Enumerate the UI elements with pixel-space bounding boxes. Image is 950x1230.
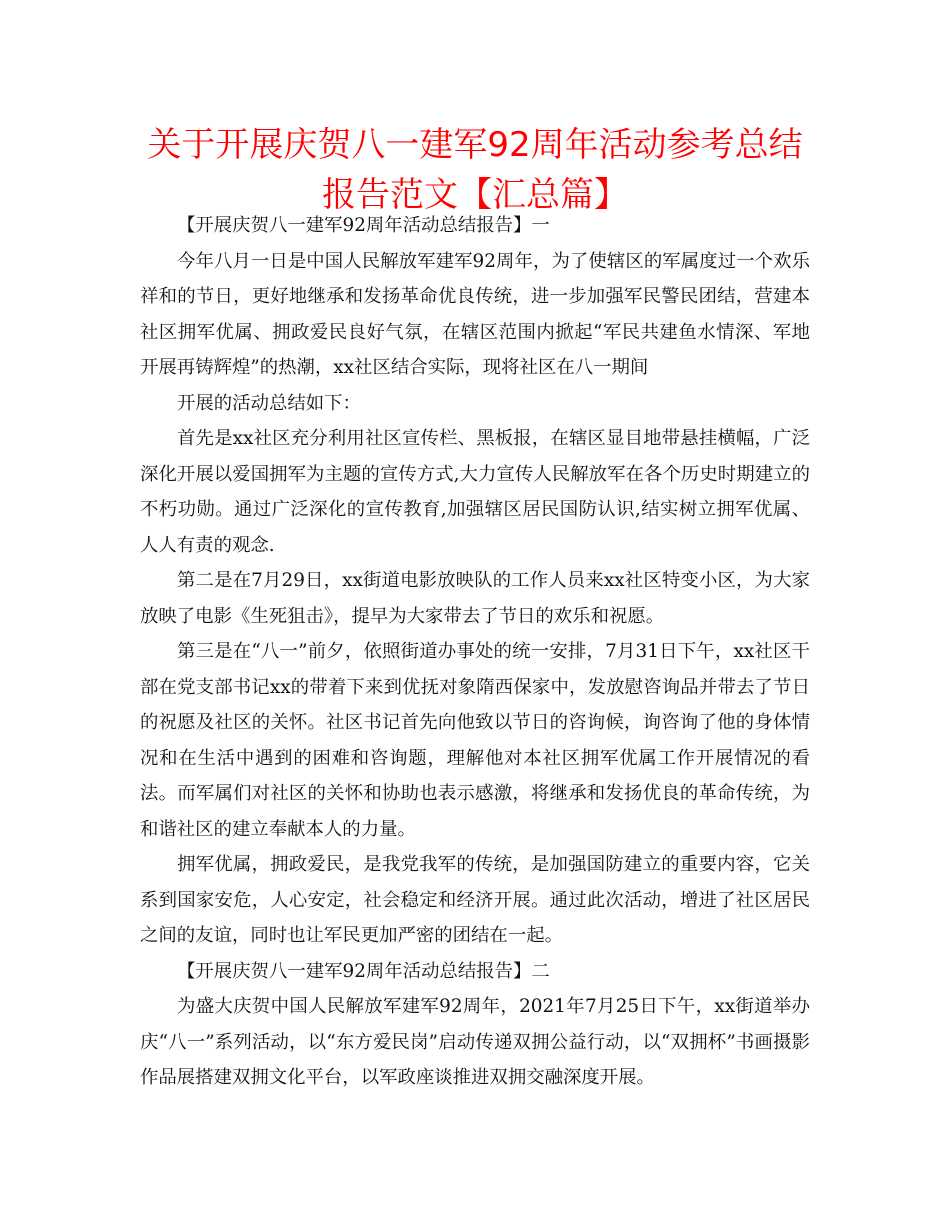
section-heading: 【开展庆贺八一建军92周年活动总结报告】一	[177, 215, 550, 236]
document-title: 关于开展庆贺八一建军92周年活动参考总结报告范文【汇总篇】	[147, 125, 803, 215]
body-paragraph: 今年八月一日是中国人民解放军建军92周年，为了使辖区的军属度过一个欢乐祥和的节日，更好地继承和发扬革命优良传统，进一步加强军民警民团结，营建本社区拥军优属、拥政爱民良好气氛，在辖区范围内掀起“军民共建鱼水情深、军地开展再铸辉煌”的热潮，xx社区结合实际，现将社区在八一期间	[140, 250, 810, 378]
body-paragraph: 第二是在7月29日，xx街道电影放映队的工作人员来xx社区特变小区，为大家放映了电影《生死狙击》，提早为大家带去了节日的欢乐和祝愿。	[140, 570, 810, 627]
body-paragraph: 第三是在“八一”前夕，依照街道办事处的统一安排，7月31日下午，xx社区干部在党支部书记xx的带着下来到优抚对象隋西保家中，发放慰咨询品并带去了节日的祝愿及社区的关怀。社区书记首先向他致以节日的咨询候，询咨询了他的身体情况和在生活中遇到的困难和咨询题，理解他对本社区拥军优属工作开展情况的看法。而军属们对社区的关怀和协助也表示感激，将继承和发扬优良的革命传统，为和谐社区的建立奉献本人的力量。	[140, 641, 810, 840]
document-body	[140, 208, 810, 1096]
body-paragraph: 开展的活动总结如下：	[177, 392, 361, 414]
body-paragraph: 为盛大庆贺中国人民解放军建军92周年，2021年7月25日下午，xx街道举办庆“八一”系列活动，以“东方爱民岗”启动传递双拥公益行动，以“双拥杯”书画摄影作品展搭建双拥文化平台，以军政座谈推进双拥交融深度开展。	[140, 996, 810, 1088]
section-heading: 【开展庆贺八一建军92周年活动总结报告】二	[177, 960, 550, 982]
body-paragraph: 首先是xx社区充分利用社区宣传栏、黑板报，在辖区显目地带悬挂横幅，广泛深化开展以爱国拥军为主题的宣传方式,大力宣传人民解放军在各个历史时期建立的不朽功勋。通过广泛深化的宣传教育,加强辖区居民国防认识,结实树立拥军优属、人人有责的观念.	[140, 428, 810, 556]
body-paragraph: 拥军优属，拥政爱民，是我党我军的传统，是加强国防建立的重要内容，它关系到国家安危，人心安定，社会稳定和经济开展。通过此次活动，增进了社区居民之间的友谊，同时也让军民更加严密的团结在一起。	[140, 854, 810, 946]
